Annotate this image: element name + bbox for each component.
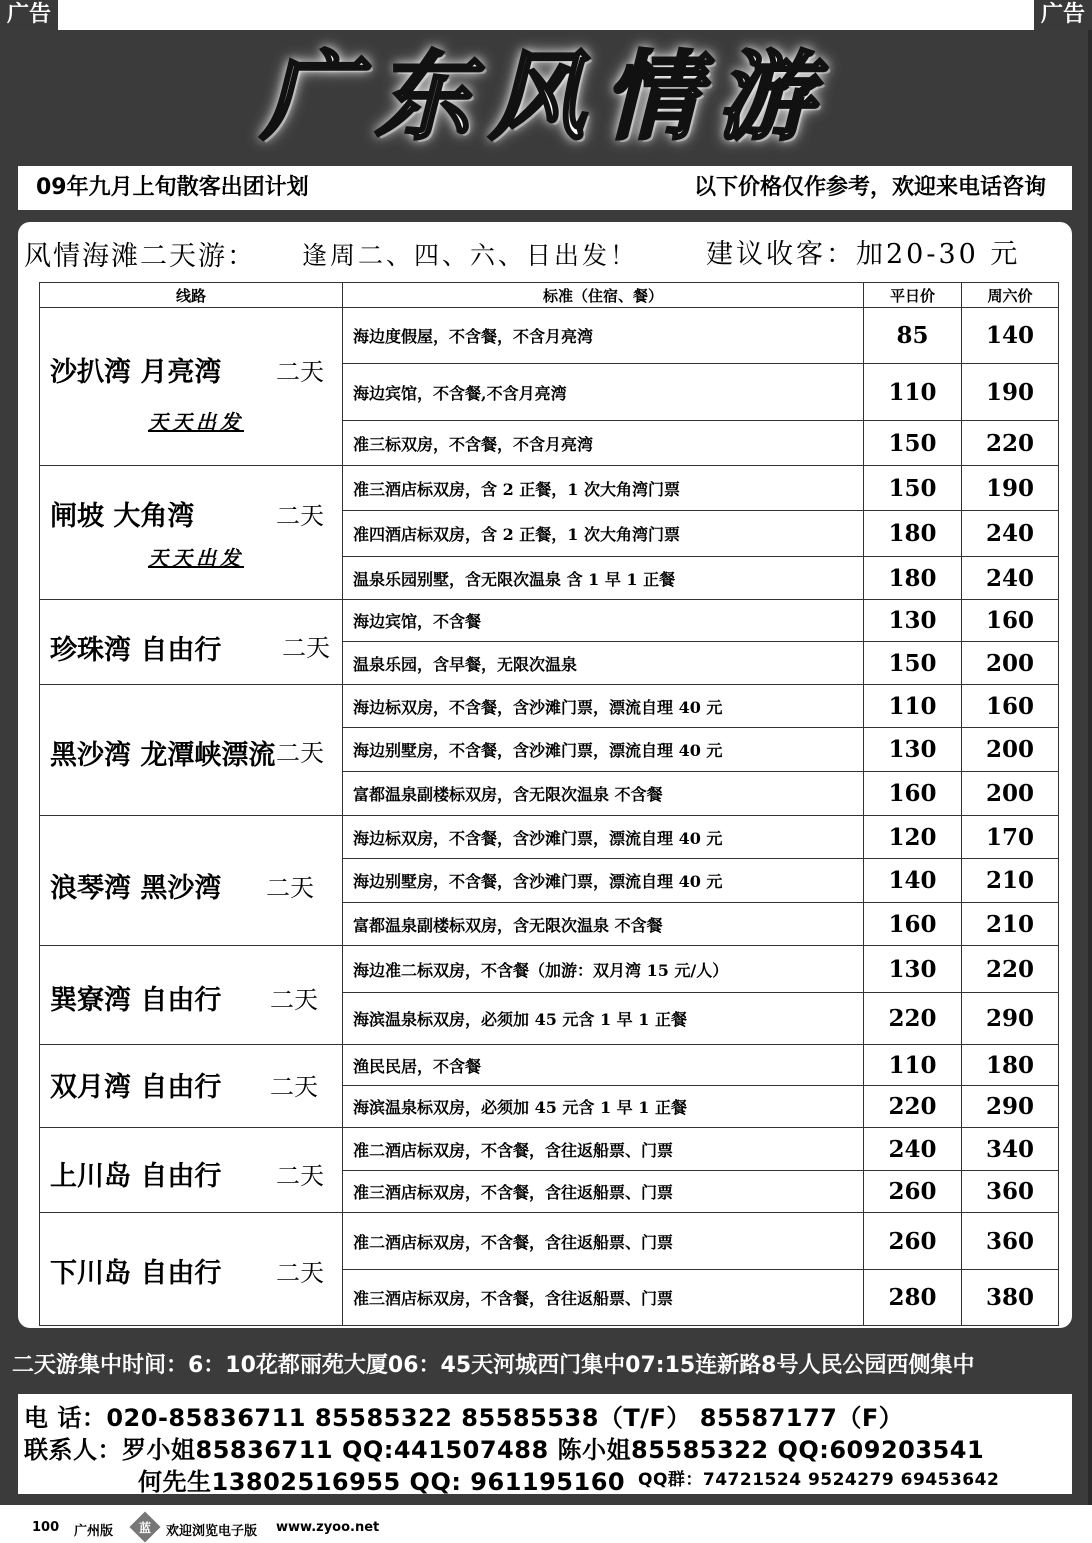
- weekday-price-cell: 180: [864, 511, 962, 557]
- saturday-price-cell: 140: [962, 308, 1059, 364]
- saturday-price-cell: 170: [962, 816, 1059, 859]
- contact-phone: 电 话：020-85836711 85585322 85585538（T/F） 85587177（F）: [24, 1404, 904, 1432]
- footer-site: www.zyoo.net: [276, 1520, 380, 1535]
- route-note: 天天出发: [148, 546, 244, 570]
- route-cell: [40, 816, 343, 946]
- standard-cell: 海边准二标双房，不含餐（加游：双月湾 15 元/人）: [343, 946, 864, 993]
- weekday-price-cell: 260: [864, 1213, 962, 1270]
- standard-cell: 海滨温泉标双房，必须加 45 元含 1 早 1 正餐: [343, 993, 864, 1045]
- route-cell: [40, 466, 343, 600]
- saturday-price-cell: 290: [962, 1086, 1059, 1128]
- standard-cell: 海边别墅房，不含餐，含沙滩门票，漂流自理 40 元: [343, 728, 864, 772]
- table-row: [40, 1128, 1059, 1171]
- table-row: [40, 816, 1059, 859]
- saturday-price-cell: 200: [962, 772, 1059, 816]
- table-row: [40, 308, 1059, 364]
- saturday-price-cell: 190: [962, 466, 1059, 511]
- weekday-price-cell: 220: [864, 993, 962, 1045]
- saturday-price-cell: 290: [962, 993, 1059, 1045]
- saturday-price-cell: 360: [962, 1213, 1059, 1270]
- gather-time: 二天游集中时间：6：10花都丽苑大厦06：45天河城西门集中07:15连新路8号人民公园西侧集中: [12, 1353, 975, 1378]
- weekday-price-cell: 130: [864, 946, 962, 993]
- route-days: 二天: [282, 634, 330, 662]
- contact-box: [18, 1394, 1072, 1494]
- weekday-price-cell: 220: [864, 1086, 962, 1128]
- route-days: 二天: [276, 739, 324, 767]
- weekday-price-cell: 120: [864, 816, 962, 859]
- standard-cell: 海边标双房，不含餐，含沙滩门票，漂流自理 40 元: [343, 685, 864, 728]
- standard-cell: 温泉乐园，含早餐，无限次温泉: [343, 642, 864, 685]
- edition-label: 广州版: [74, 1524, 114, 1539]
- weekday-price-cell: 110: [864, 1045, 962, 1086]
- tour-advice: 建议收客：加20-30 元: [706, 239, 1021, 270]
- price-note: 以下价格仅作参考，欢迎来电话咨询: [693, 175, 1046, 200]
- table-row: [40, 466, 1059, 511]
- header-saturday-price: 周六价: [962, 283, 1059, 308]
- page-footer: [0, 1512, 1092, 1543]
- route-name: 黑沙湾 龙潭峡漂流: [50, 740, 276, 771]
- price-table: [39, 282, 1059, 1326]
- standard-cell: 海边度假屋，不含餐，不含月亮湾: [343, 308, 864, 364]
- weekday-price-cell: 260: [864, 1171, 962, 1213]
- table-row: [40, 946, 1059, 993]
- standard-cell: 准三标双房，不含餐，不含月亮湾: [343, 421, 864, 466]
- route-days: 二天: [270, 986, 318, 1014]
- plan-title: 09年九月上旬散客出团计划: [36, 175, 309, 200]
- weekday-price-cell: 130: [864, 728, 962, 772]
- route-name: 双月湾 自由行: [50, 1072, 222, 1103]
- saturday-price-cell: 240: [962, 511, 1059, 557]
- route-name: 巽寮湾 自由行: [50, 985, 222, 1016]
- route-name: 下川岛 自由行: [50, 1258, 222, 1289]
- weekday-price-cell: 140: [864, 859, 962, 903]
- standard-cell: 富都温泉副楼标双房，含无限次温泉 不含餐: [343, 903, 864, 946]
- route-cell: [40, 1213, 343, 1326]
- route-cell: [40, 1045, 343, 1128]
- header-route: 线路: [40, 283, 343, 308]
- saturday-price-cell: 200: [962, 642, 1059, 685]
- route-days: 二天: [266, 874, 314, 902]
- saturday-price-cell: 360: [962, 1171, 1059, 1213]
- ad-tag-left: 广告: [0, 0, 58, 30]
- header-weekday-price: 平日价: [864, 283, 962, 308]
- standard-cell: 海滨温泉标双房，必须加 45 元含 1 早 1 正餐: [343, 1086, 864, 1128]
- header-standard: 标准（住宿、餐）: [343, 283, 864, 308]
- route-cell: [40, 308, 343, 466]
- weekday-price-cell: 160: [864, 903, 962, 946]
- plan-bar: [18, 166, 1072, 210]
- standard-cell: 海边标双房，不含餐，含沙滩门票，漂流自理 40 元: [343, 816, 864, 859]
- weekday-price-cell: 160: [864, 772, 962, 816]
- table-row: [40, 685, 1059, 728]
- standard-cell: 海边别墅房，不含餐，含沙滩门票，漂流自理 40 元: [343, 859, 864, 903]
- saturday-price-cell: 210: [962, 903, 1059, 946]
- standard-cell: 准四酒店标双房，含 2 正餐，1 次大角湾门票: [343, 511, 864, 557]
- standard-cell: 温泉乐园别墅，含无限次温泉 含 1 早 1 正餐: [343, 557, 864, 600]
- tour-header: [24, 230, 1064, 270]
- table-header-row: [40, 283, 1059, 308]
- weekday-price-cell: 240: [864, 1128, 962, 1171]
- route-cell: [40, 946, 343, 1045]
- route-name: 上川岛 自由行: [50, 1161, 222, 1192]
- standard-cell: 富都温泉副楼标双房，含无限次温泉 不含餐: [343, 772, 864, 816]
- route-note: 天天出发: [148, 410, 244, 434]
- standard-cell: 准三酒店标双房，不含餐，含往返船票、门票: [343, 1270, 864, 1326]
- route-days: 二天: [276, 358, 324, 386]
- route-days: 二天: [276, 1259, 324, 1287]
- weekday-price-cell: 85: [864, 308, 962, 364]
- logo-char: 蓝: [138, 1521, 151, 1535]
- saturday-price-cell: 220: [962, 946, 1059, 993]
- weekday-price-cell: 130: [864, 600, 962, 642]
- route-name: 珍珠湾 自由行: [50, 635, 222, 666]
- standard-cell: 准三酒店标双房，含 2 正餐，1 次大角湾门票: [343, 466, 864, 511]
- weekday-price-cell: 150: [864, 421, 962, 466]
- route-days: 二天: [270, 1073, 318, 1101]
- contact-person-2: 何先生13802516955 QQ: 961195160: [138, 1468, 626, 1496]
- tour-panel: [18, 222, 1072, 1328]
- weekday-price-cell: 110: [864, 364, 962, 421]
- route-cell: [40, 685, 343, 816]
- saturday-price-cell: 200: [962, 728, 1059, 772]
- route-cell: [40, 1128, 343, 1213]
- weekday-price-cell: 280: [864, 1270, 962, 1326]
- saturday-price-cell: 160: [962, 600, 1059, 642]
- standard-cell: 准二酒店标双房，不含餐，含往返船票、门票: [343, 1213, 864, 1270]
- contact-person-1: 联系人：罗小姐85836711 QQ:441507488 陈小姐85585322 QQ:609203541: [24, 1436, 985, 1464]
- standard-cell: 海边宾馆，不含餐: [343, 600, 864, 642]
- standard-cell: 海边宾馆，不含餐,不含月亮湾: [343, 364, 864, 421]
- saturday-price-cell: 210: [962, 859, 1059, 903]
- saturday-price-cell: 180: [962, 1045, 1059, 1086]
- table-row: [40, 1213, 1059, 1270]
- tour-name: 风情海滩二天游：: [24, 241, 256, 272]
- page-title: 广东风情游: [261, 40, 831, 153]
- standard-cell: 准三酒店标双房，不含餐，含往返船票、门票: [343, 1171, 864, 1213]
- saturday-price-cell: 380: [962, 1270, 1059, 1326]
- weekday-price-cell: 150: [864, 466, 962, 511]
- saturday-price-cell: 340: [962, 1128, 1059, 1171]
- table-row: [40, 1045, 1059, 1086]
- weekday-price-cell: 180: [864, 557, 962, 600]
- qq-group: QQ群：74721524 9524279 69453642: [638, 1470, 1000, 1490]
- weekday-price-cell: 150: [864, 642, 962, 685]
- saturday-price-cell: 160: [962, 685, 1059, 728]
- tour-departure: 逢周二、四、六、日出发！: [302, 241, 639, 270]
- route-days: 二天: [276, 1162, 324, 1190]
- ad-tag-right: 广告: [1034, 0, 1092, 30]
- standard-cell: 渔民民居，不含餐: [343, 1045, 864, 1086]
- page-number: 100: [32, 1520, 60, 1535]
- saturday-price-cell: 240: [962, 557, 1059, 600]
- standard-cell: 准二酒店标双房，不含餐，含往返船票、门票: [343, 1128, 864, 1171]
- saturday-price-cell: 190: [962, 364, 1059, 421]
- route-name: 沙扒湾 月亮湾: [50, 357, 222, 388]
- route-name: 浪琴湾 黑沙湾: [50, 873, 222, 904]
- table-row: [40, 600, 1059, 642]
- footer-slogan: 欢迎浏览电子版: [166, 1524, 258, 1539]
- weekday-price-cell: 110: [864, 685, 962, 728]
- saturday-price-cell: 220: [962, 421, 1059, 466]
- route-days: 二天: [276, 502, 324, 530]
- route-cell: [40, 600, 343, 685]
- route-name: 闸坡 大角湾: [50, 501, 195, 532]
